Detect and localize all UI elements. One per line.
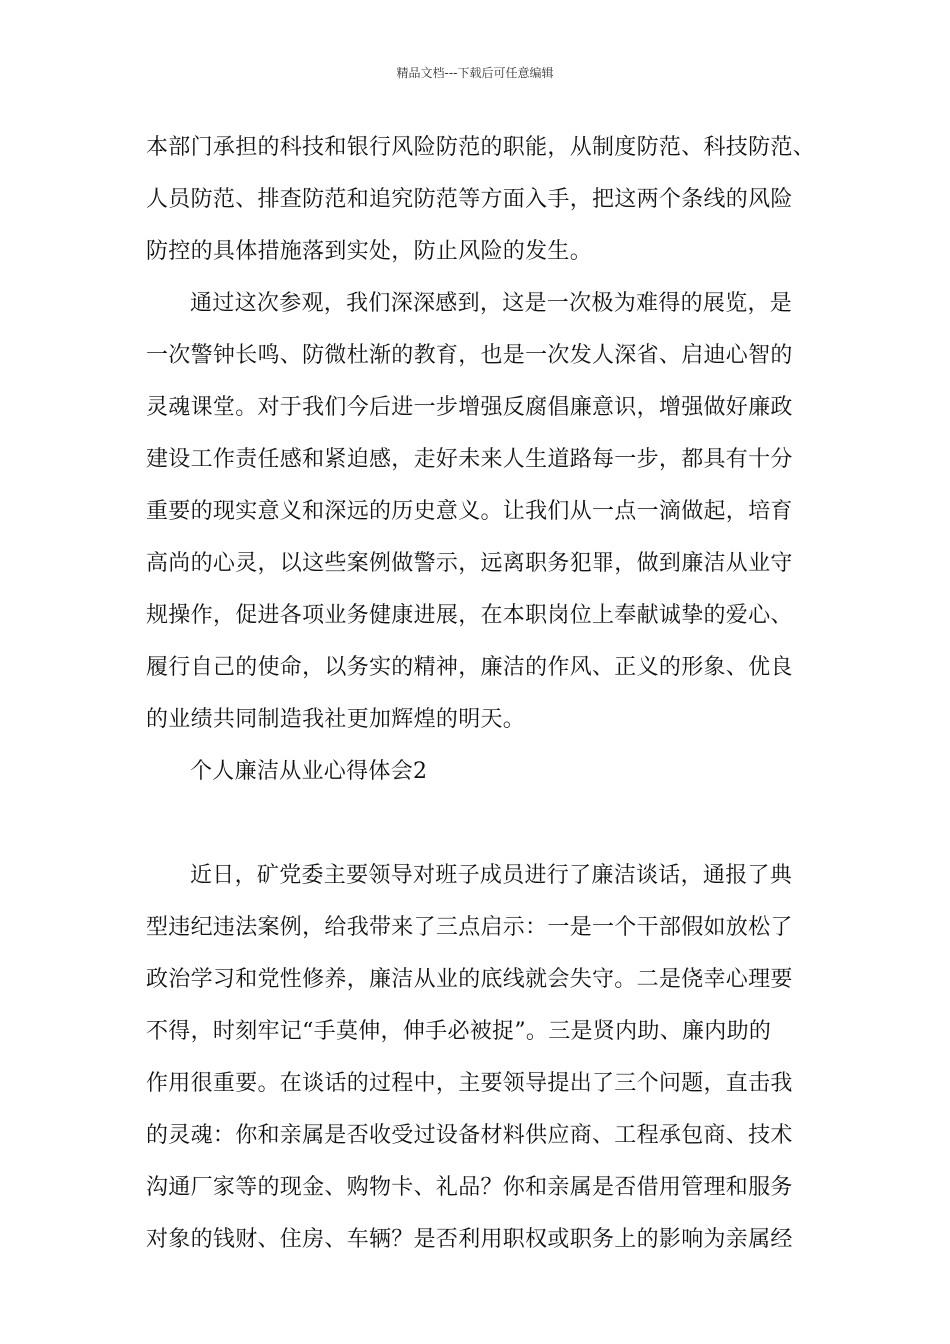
section-title: 个人廉洁从业心得体会2	[190, 759, 428, 784]
paragraph-first-line: 通过这次参观，我们深深感到，这是一次极为难得的展览，是	[190, 291, 793, 316]
body-line: 规操作，促进各项业务健康进展，在本职岗位上奉献诚挚的爱心、	[146, 603, 793, 628]
body-line: 重要的现实意义和深远的历史意义。让我们从一点一滴做起，培育	[146, 499, 793, 524]
body-line: 的业绩共同制造我社更加辉煌的明天。	[146, 707, 526, 732]
body-line: 型违纪违法案例，给我带来了三点启示：一是一个干部假如放松了	[146, 915, 793, 940]
body-line: 本部门承担的科技和银行风险防范的职能，从制度防范、科技防范、	[146, 135, 816, 160]
paragraph-first-line: 近日，矿党委主要领导对班子成员进行了廉洁谈话，通报了典	[190, 863, 793, 888]
body-line: 高尚的心灵，以这些案例做警示，远离职务犯罪，做到廉洁从业守	[146, 551, 793, 576]
body-line: 防控的具体措施落到实处，防止风险的发生。	[146, 239, 593, 264]
body-line: 的灵魂：你和亲属是否收受过设备材料供应商、工程承包商、技术	[146, 1123, 793, 1148]
body-line: 建设工作责任感和紧迫感，走好未来人生道路每一步，都具有十分	[146, 447, 793, 472]
body-line: 人员防范、排查防范和追究防范等方面入手，把这两个条线的风险	[146, 187, 793, 212]
body-line: 不得，时刻牢记“手莫伸，伸手必被捉”。三是贤内助、廉内助的	[146, 1019, 772, 1044]
body-line: 履行自己的使命，以务实的精神，廉洁的作风、正义的形象、优良	[146, 655, 793, 680]
body-line: 对象的钱财、住房、车辆？是否利用职权或职务上的影响为亲属经	[146, 1227, 793, 1252]
body-line: 沟通厂家等的现金、购物卡、礼品？你和亲属是否借用管理和服务	[146, 1175, 793, 1200]
body-line: 作用很重要。在谈话的过程中，主要领导提出了三个问题，直击我	[146, 1071, 793, 1096]
body-line: 一次警钟长鸣、防微杜渐的教育，也是一次发人深省、启迪心智的	[146, 343, 793, 368]
page-header: 精品文档---下载后可任意编辑	[396, 66, 554, 80]
body-line: 政治学习和党性修养，廉洁从业的底线就会失守。二是侥幸心理要	[146, 967, 793, 992]
body-line: 灵魂课堂。对于我们今后进一步增强反腐倡廉意识，增强做好廉政	[146, 395, 793, 420]
